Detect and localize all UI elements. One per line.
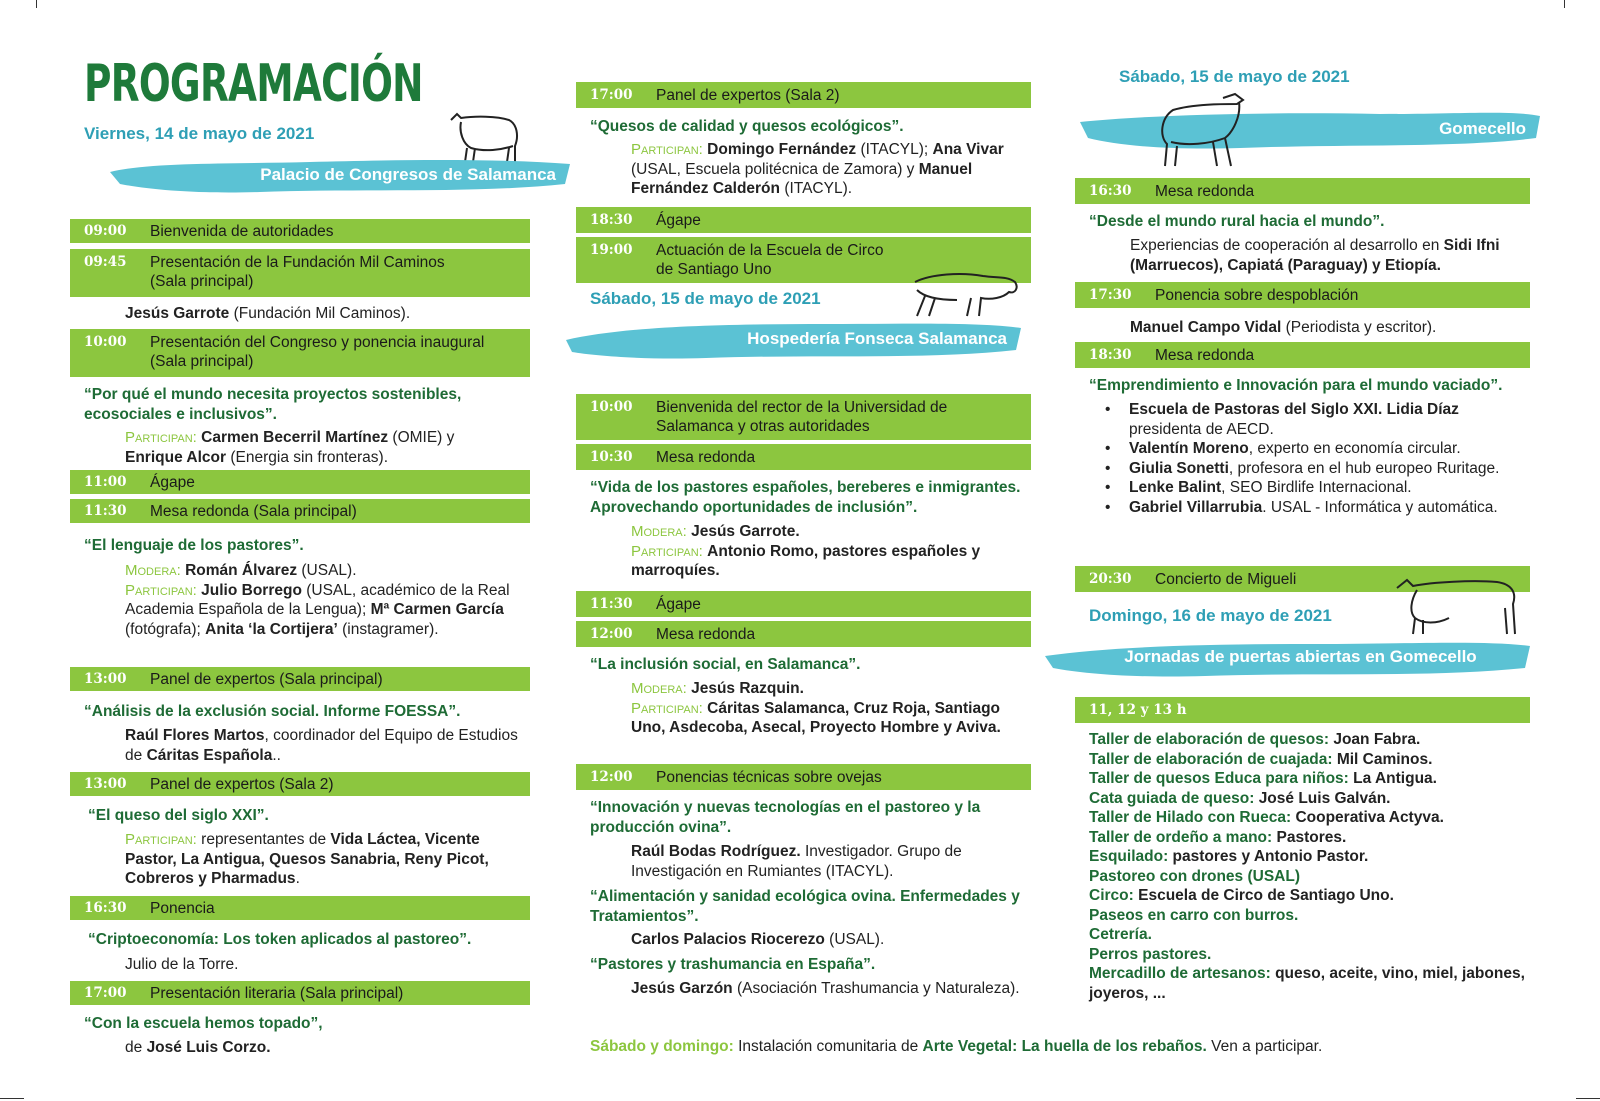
footer-note: Sábado y domingo: Instalación comunitaria de Arte Vegetal: La huella de los rebaños. Ven a participar.: [590, 1038, 1323, 1055]
crop-mark: [0, 1098, 24, 1099]
page-title: PROGRAMACIÓN: [84, 54, 423, 114]
event-label: Ponencia sobre despoblación: [1155, 286, 1359, 304]
venue-banner: [1080, 108, 1540, 150]
talk-title: “Emprendimiento e Innovación para el mundo vaciado”.: [1089, 377, 1503, 394]
event-speakers: Raúl Bodas Rodríguez. Investigador. Grupo de Investigación en Rumiantes (ITACYL).: [631, 843, 962, 880]
talk-title: “La inclusión social, en Salamanca”.: [590, 656, 861, 673]
event-bar: [576, 394, 1031, 440]
event-bar: [1075, 342, 1530, 368]
event-time: 13:00: [84, 670, 127, 687]
event-label: Mesa redonda: [656, 448, 756, 466]
event-room: (Sala principal): [279, 670, 383, 688]
talk-title: “Alimentación y sanidad ecológica ovina. Enfermedades y Tratamientos”.: [590, 888, 1020, 925]
crop-mark: [1564, 0, 1565, 8]
event-time: 11, 12 y 13 h: [1089, 701, 1187, 718]
sheep-icon: [1153, 92, 1253, 170]
event-time: 12:00: [590, 768, 633, 785]
venue-banner: [1045, 636, 1530, 678]
event-speakers: Participan: Carmen Becerril Martínez (OMIE) y Enrique Alcor (Energia sin fronteras).: [125, 429, 455, 466]
list-item: Esquilado: pastores y Antonio Pastor.: [1089, 848, 1369, 865]
list-item: Paseos en carro con burros.: [1089, 906, 1299, 924]
event-time: 09:45: [84, 254, 127, 270]
event-label: Actuación de la Escuela de Circo de Santiago Uno: [656, 242, 884, 278]
event-room: (Sala principal): [253, 502, 357, 520]
event-time: 10:00: [84, 334, 127, 350]
list-item: Circo: Escuela de Circo de Santiago Uno.: [1089, 887, 1394, 904]
list-item: Mercadillo de artesanos: queso, aceite, vino, miel, jabones, joyeros, ...: [1089, 965, 1525, 1002]
event-bar: [70, 219, 530, 243]
day-heading: Sábado, 15 de mayo de 2021: [590, 289, 821, 308]
event-speakers: Julio de la Torre.: [125, 956, 239, 973]
list-item: Taller de elaboración de cuajada: Mil Caminos.: [1089, 750, 1433, 768]
event-label: Ágape: [656, 211, 701, 229]
event-time: 11:30: [84, 502, 127, 519]
talk-title: “El lenguaje de los pastores”.: [84, 537, 304, 554]
event-time: 16:30: [84, 899, 127, 916]
talk-title: “Innovación y nuevas tecnologías en el pastoreo y la producción ovina”.: [590, 799, 981, 836]
event-speakers: Modera: Jesús Razquin. Participan: Cáritas Salamanca, Cruz Roja, Santiago Uno, Asdecoba, Asecal, Proyecto Hombre y Aviva.: [631, 680, 1001, 736]
event-room: (Sala principal): [299, 984, 404, 1002]
list-item: Cetrería.: [1089, 926, 1152, 943]
event-bar: [70, 896, 530, 920]
event-time: 10:00: [590, 399, 633, 415]
event-speakers: Jesús Garzón (Asociación Trashumancia y Naturaleza).: [631, 980, 1020, 997]
activity-list: [1089, 730, 1530, 1003]
event-bar: [70, 249, 530, 297]
day-heading: Domingo, 16 de mayo de 2021: [1089, 606, 1332, 625]
day-heading: Sábado, 15 de mayo de 2021: [1119, 67, 1350, 86]
event-speakers: Manuel Campo Vidal (Periodista y escritor).: [1130, 319, 1437, 336]
event-time: 17:00: [590, 86, 633, 103]
event-label: Mesa redonda: [656, 625, 756, 643]
event-label: Panel de expertos: [150, 670, 275, 688]
event-time: 13:00: [84, 775, 127, 792]
event-time: 17:30: [1089, 286, 1132, 303]
event-time: 18:30: [1089, 346, 1132, 363]
event-label: Presentación de la Fundación Mil Caminos: [150, 254, 445, 271]
event-speakers: de José Luis Corzo.: [125, 1039, 271, 1056]
event-label: Ponencia: [150, 899, 215, 917]
event-time: 10:30: [590, 448, 633, 465]
day-heading: Viernes, 14 de mayo de 2021: [84, 124, 315, 143]
list-item: • Giulia Sonetti, profesora en el hub europeo Ruritage.: [1105, 459, 1530, 479]
event-bar: [576, 621, 1031, 647]
event-time: 20:30: [1089, 570, 1132, 587]
event-bar: [576, 82, 1031, 108]
event-speakers: Participan: representantes de Vida Láctea, Vicente Pastor, La Antigua, Quesos Sanabria, Reny Picot, Cobreros y Pharmadus.: [125, 831, 489, 887]
event-time: 12:00: [590, 625, 633, 642]
event-time: 09:00: [84, 222, 127, 239]
event-bar: [70, 981, 530, 1005]
event-bar: [70, 667, 530, 691]
list-item: Cata guiada de queso: José Luis Galván.: [1089, 789, 1391, 807]
event-label: Ágape: [150, 473, 195, 491]
talk-title: “Análisis de la exclusión social. Informe FOESSA”.: [84, 703, 461, 720]
talk-title: “Criptoeconomía: Los token aplicados al pastoreo”.: [88, 931, 472, 948]
talk-title: “Por qué el mundo necesita proyectos sostenibles, ecosociales e inclusivos”.: [84, 386, 462, 423]
talk-title: “Quesos de calidad y quesos ecológicos”.: [590, 118, 904, 135]
event-room: (Sala principal): [150, 273, 254, 290]
event-label: Presentación literaria: [150, 984, 296, 1002]
event-bar: [1075, 697, 1530, 723]
list-item: Taller de elaboración de quesos: Joan Fabra.: [1089, 731, 1421, 748]
event-bar: [576, 207, 1031, 233]
event-speakers: Experiencias de cooperación al desarrollo en Sidi Ifni (Marruecos), Capiatá (Paraguay) y Etiopía.: [1130, 237, 1500, 274]
event-room: (Sala principal): [150, 353, 254, 370]
event-bar: [576, 444, 1031, 470]
event-speakers: Modera: Román Álvarez (USAL). Participan: Julio Borrego (USAL, académico de la Real Academia Española de la Lengua); Mª Carmen García (fotógrafa); Anita ‘la Cortijera’ (instagramer).: [125, 562, 510, 638]
venue-name: Palacio de Congresos de Salamanca: [260, 165, 556, 184]
event-room: (Sala 2): [785, 86, 840, 104]
venue-name: Gomecello: [1439, 119, 1526, 138]
event-speakers: Jesús Garrote (Fundación Mil Caminos).: [125, 305, 411, 322]
list-item: • Escuela de Pastoras del Siglo XXI. Lidia Díaz presidenta de AECD.: [1105, 400, 1530, 439]
cow-icon: [1393, 568, 1523, 638]
event-label: Mesa redonda: [1155, 346, 1255, 364]
venue-banner: [566, 318, 1021, 360]
talk-title: “El queso del siglo XXI”.: [88, 807, 269, 824]
crop-mark: [36, 0, 37, 8]
event-speakers: Modera: Jesús Garrote. Participan: Antonio Romo, pastores españoles y marroquíes.: [631, 523, 981, 579]
event-bar: [70, 470, 530, 494]
event-bar: [1075, 282, 1530, 308]
event-speakers: Raúl Flores Martos, coordinador del Equipo de Estudios de Cáritas Española..: [125, 727, 518, 764]
talk-title: “Pastores y trashumancia en España”.: [590, 956, 876, 973]
list-item: • Valentín Moreno, experto en economía circular.: [1105, 439, 1530, 459]
event-bar: [1075, 178, 1530, 204]
sheep-icon: [911, 268, 1021, 320]
event-time: 16:30: [1089, 182, 1132, 199]
event-time: 19:00: [590, 242, 633, 258]
talk-title: “Vida de los pastores españoles, bereberes e inmigrantes. Aprovechando oportunidades de inclusión”.: [590, 479, 1021, 516]
event-room: (Sala 2): [279, 775, 334, 793]
event-speakers: Participan: Domingo Fernández (ITACYL); Ana Vivar (USAL, Escuela politécnica de Zamora) y Manuel Fernández Calderón (ITACYL).: [631, 141, 1004, 197]
event-speakers: Carlos Palacios Riocerezo (USAL).: [631, 931, 885, 948]
event-label: Mesa redonda: [1155, 182, 1255, 200]
venue-name: Jornadas de puertas abiertas en Gomecello: [1124, 647, 1477, 666]
event-bar: [576, 764, 1031, 790]
list-item: • Gabriel Villarrubia. USAL - Informática y automática.: [1105, 498, 1530, 518]
list-item: Pastoreo con drones (USAL): [1089, 867, 1300, 885]
list-item: Taller de Hilado con Rueca: Cooperativa Actyva.: [1089, 809, 1444, 826]
list-item: Taller de quesos Educa para niños: La Antigua.: [1089, 770, 1437, 787]
crop-mark: [1576, 1098, 1600, 1099]
event-label: Ponencias técnicas sobre ovejas: [656, 768, 882, 786]
event-label: Bienvenida del rector de la Universidad de Salamanca y otras autoridades: [656, 399, 948, 435]
venue-name: Hospedería Fonseca Salamanca: [747, 329, 1007, 348]
event-label: Concierto de Migueli: [1155, 570, 1297, 588]
list-item: • Lenke Balint, SEO Birdlife Internacional.: [1105, 478, 1530, 498]
event-time: 11:00: [84, 473, 127, 490]
event-bar: [70, 329, 530, 377]
talk-title: “Desde el mundo rural hacia el mundo”.: [1089, 213, 1385, 230]
event-time: 17:00: [84, 984, 127, 1001]
event-label: Panel de expertos: [656, 86, 781, 104]
list-item: Perros pastores.: [1089, 945, 1212, 963]
talk-title: “Con la escuela hemos topado”,: [84, 1015, 323, 1032]
event-bar: [70, 772, 530, 796]
list-item: Taller de ordeño a mano: Pastores.: [1089, 828, 1347, 846]
event-label: Panel de expertos: [150, 775, 275, 793]
event-time: 11:30: [590, 595, 633, 612]
venue-banner: [110, 154, 570, 196]
speaker-list: [1105, 400, 1530, 517]
event-label: Mesa redonda: [150, 502, 250, 520]
event-label: Bienvenida de autoridades: [150, 222, 334, 240]
event-label: Ágape: [656, 595, 701, 613]
event-bar: [576, 591, 1031, 617]
event-bar: [70, 499, 530, 523]
event-label: Presentación del Congreso y ponencia inaugural: [150, 334, 485, 351]
event-time: 18:30: [590, 211, 633, 228]
